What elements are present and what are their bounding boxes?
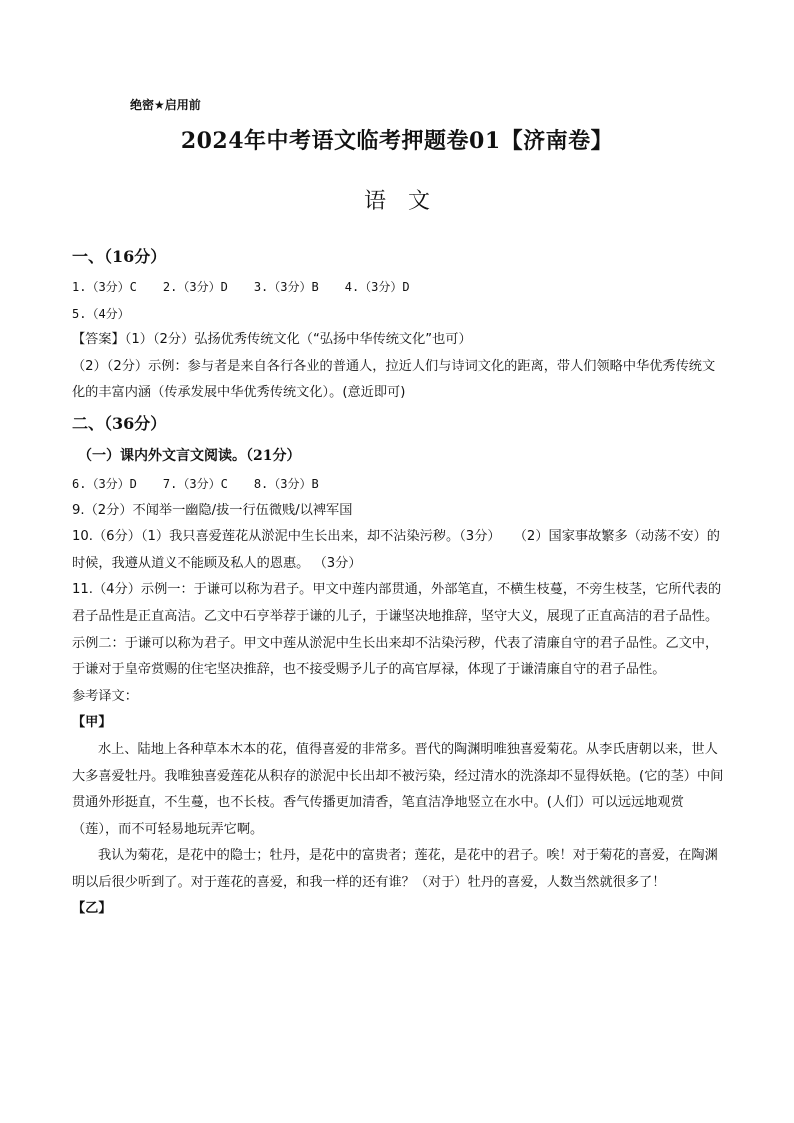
answer-text: （1）（2分）弘扬优秀传统文化（“弘扬中华传统文化”也可） bbox=[124, 332, 472, 348]
text-yi-label: 【乙】 bbox=[72, 901, 112, 917]
question-11-answer: 11.（4分）示例一：于谦可以称为君子。甲文中莲内部贯通，外部笔直，不横生枝蔓，不旁生枝茎，它所代表的君子品性是正直高洁。乙文中石亨举荐于谦的儿子，于谦坚决地推辞，坚守大义，展现了正直高洁的君子品性。 bbox=[72, 582, 722, 624]
answer-q1: 1.（3分）C bbox=[72, 280, 137, 294]
answer-q6: 6.（3分）D bbox=[72, 476, 137, 491]
question-9-answer: 9.（2分）不闻举一幽隐/拔一行伍微贱/以裨军国 bbox=[72, 502, 353, 518]
confidential-mark: 绝密★启用前 bbox=[130, 98, 201, 112]
answer-label: 【答案】 bbox=[72, 332, 125, 348]
question-10-answer: 10.（6分）（1）我只喜爱莲花从淤泥中生长出来，却不沾染污秽。（3分） （2）国家事故繁多（动荡不安）的时候，我遵从道义不能顾及私人的恩惠。 （3分） bbox=[72, 529, 720, 571]
subject-title: 语文 bbox=[363, 189, 452, 214]
page-title: 2024年中考语文临考押题卷01【济南卷】 bbox=[180, 128, 614, 154]
answer-q8: 8.（3分）B bbox=[253, 476, 319, 491]
subsection-1-heading: （一）课内外文言文阅读。（21分） bbox=[78, 447, 301, 464]
translation-label: 参考译文： bbox=[72, 688, 138, 704]
answer-q3: 3.（3分）B bbox=[253, 280, 319, 294]
answer-q7: 7.（3分）C bbox=[162, 476, 228, 491]
text-jia-paragraph-2: 我认为菊花，是花中的隐士；牡丹，是花中的富贵者；莲花，是花中的君子。唉！对于菊花的喜爱，在陶渊明以后很少听到了。对于莲花的喜爱，和我一样的还有谁？（对于）牡丹的喜爱，人数当然就很多了！ bbox=[72, 848, 718, 890]
section-2-heading: 二、（36分） bbox=[72, 413, 167, 433]
question-11-example-2: 示例二：于谦可以称为君子。甲文中莲从淤泥中生长出来却不沾染污秽，代表了清廉自守的君子品性。乙文中，于谦对于皇帝赏赐的住宅坚决推辞，也不接受赐予儿子的高官厚禄，体现了于谦清廉自守的君子品性。 bbox=[72, 635, 719, 678]
choice-answers-6-8 bbox=[72, 471, 724, 498]
question-5-answer-2: （2）（2分）示例：参与者是来自各行各业的普通人，拉近人们与诗词文化的距离，带人们领略中华优秀传统文化的丰富内涵（传承发展中华优秀传统文化）。(意近即可) bbox=[72, 358, 716, 401]
text-jia-label: 【甲】 bbox=[72, 715, 112, 731]
answer-q2: 2.（3分）D bbox=[162, 280, 228, 294]
section-1-heading: 一、（16分） bbox=[72, 247, 167, 266]
question-5-label: 5.（4分） bbox=[72, 306, 130, 321]
answer-q4: 4.（3分）D bbox=[344, 280, 410, 294]
text-jia-paragraph-1: 水上、陆地上各种草本木本的花，值得喜爱的非常多。晋代的陶渊明唯独喜爱菊花。从李氏唐朝以来，世人大多喜爱牡丹。我唯独喜爱莲花从积存的淤泥中长出却不被污染，经过清水的洗涤却不显得妖艳。(它的茎）中间贯通外形挺直，不生蔓，也不长枝。香气传播更加清香，笔直洁净地竖立在水中。(人们）可以远远地观赏（莲），而不可轻易地玩弄它啊。 bbox=[72, 741, 724, 837]
question-5-answer-1 bbox=[72, 327, 724, 354]
choice-answers-1-4 bbox=[72, 274, 724, 301]
answer-content bbox=[72, 240, 724, 923]
